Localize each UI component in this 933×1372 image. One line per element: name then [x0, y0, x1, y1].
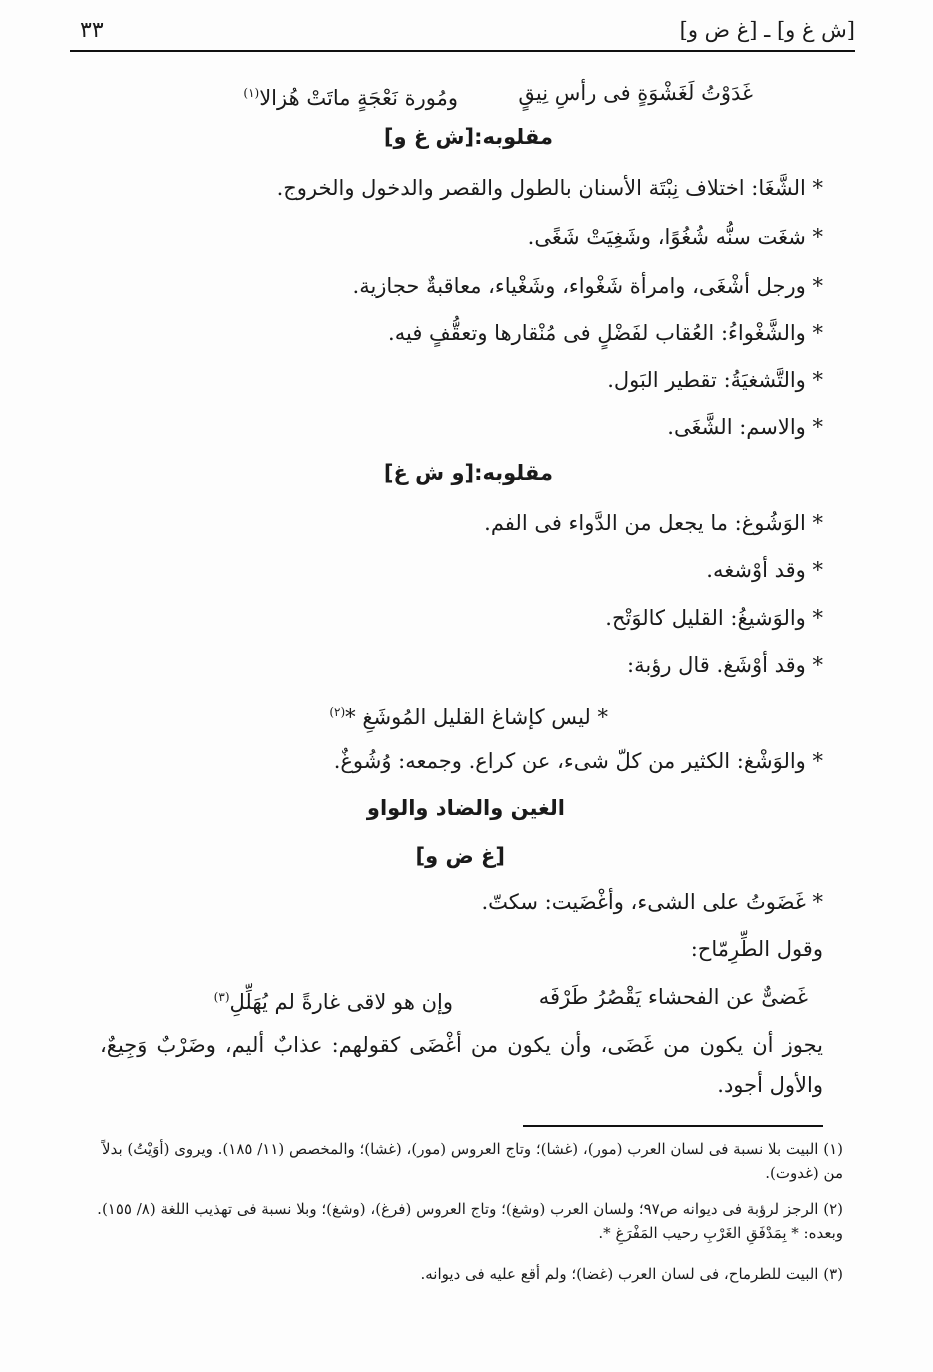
entry-line: * والوَشيغُ: القليل كالوَتْح. [605, 606, 823, 630]
chapter-heading: الغين والضاد والواو [366, 796, 565, 820]
footnote-ref-1: (١) [243, 86, 260, 100]
entry-line: * وقد أوْشَغ. قال رؤبة: [627, 653, 823, 677]
page-number: ٣٣ [80, 18, 104, 43]
entry-line: * الوَشُوغ: ما يجعل من الدَّواء فى الفم. [484, 511, 823, 535]
entry-line: * وقد أوْشغه. [706, 558, 823, 582]
footnote-1: (١) البيت بلا نسبة فى لسان العرب (مور)، (غشا)؛ وتاج العروس (مور)، (غشا)؛ والمخصص (١١/ ١٨٥). ويروى (أوَيْتُ) بدلاً من (غدوت). [102, 1140, 843, 1182]
entry-line: * والوَشْغ: الكثير من كلّ شىء، عن كراع. وجمعه: وُشُوغٌ. [333, 749, 823, 773]
footnote-ref-3: (٣) [213, 990, 230, 1004]
footnote-ref-2: (٢) [329, 705, 346, 719]
section-heading-gh-d-w: [غ ض و] [415, 844, 505, 868]
footnote-rule [523, 1125, 823, 1127]
entry-line: * والشَّغْواءُ: العُقاب لفَضْلٍ فى مُنْقارها وتعقُّفٍ فيه. [388, 321, 823, 345]
entry-line: * والتَّشغيَةُ: تقطير البَول. [607, 368, 823, 392]
entry-line: * والاسم: الشَّغَى. [667, 415, 823, 439]
header-rule [70, 50, 855, 52]
footnote-3: (٣) البيت للطرماح، فى لسان العرب (غضا)؛ ولم أقع عليه فى ديوانه. [420, 1265, 843, 1283]
verse1-right-hemistich: غَدَوْتُ لَغَشْوَةٍ فى رأسِ نِيقٍ [518, 81, 753, 105]
running-title: [ش غ و] ـ [غ ض و] [679, 18, 855, 42]
page-header [70, 18, 855, 50]
entry-line: * غَضَوتُ على الشىء، وأغْضَيت: سكتّ. [481, 890, 823, 914]
verse2-left-hemistich: وإن هو لاقى غارةً لم يُهَلِّلِ$^{(٣)}$ [213, 990, 453, 1014]
entry-line: وقول الطِّرِمّاح: [690, 937, 823, 961]
commentary-paragraph: يجوز أن يكون من غَضَى، وأن يكون من أغْضَى كقولهم: عذابٌ أليم، وضَرْبٌ وَجِيعٌ، والأول أجود. [100, 1033, 823, 1097]
rajaz-quote: * ليس كإشاغ القليل المُوشَغِ *$^{(٢)}$ [329, 705, 608, 729]
entry-line: * ورجل أشْغَى، وامرأة شَغْواء، وشَغْياء، معاقبةٌ حجازية. [352, 274, 823, 298]
verse1-left-hemistich: ومُورة نَعْجَةٍ ماتَتْ هُزالا$^{(١)}$ [243, 86, 458, 110]
entry-line: * شغَت سنُّه شُغُوًا، وشَغِيَتْ شَغًى. [527, 225, 823, 249]
footnote-2: (٢) الرجز لرؤبة فى ديوانه ص٩٧؛ ولسان العرب (وشغ)؛ وتاج العروس (فرغ)، (وشغ)؛ وبلا نسبة فى تهذيب اللغة (٨/ ١٥٥). وبعده: * بِمَدْفَقِ الغَرْبِ رحيب المَفْرَغِ *. [97, 1200, 843, 1242]
section-heading-sh-gh-w: مقلوبه:[ش غ و] [383, 125, 553, 149]
entry-line: * الشَّغَا: اختلاف نِبْتَة الأسنان بالطول والقصر والدخول والخروج. [276, 176, 823, 200]
verse2-right-hemistich: غَضىٌّ عن الفحشاء يَقْصُرُ طَرْفَه [538, 985, 808, 1009]
section-heading-w-sh-gh: مقلوبه:[و ش غ] [383, 461, 553, 485]
